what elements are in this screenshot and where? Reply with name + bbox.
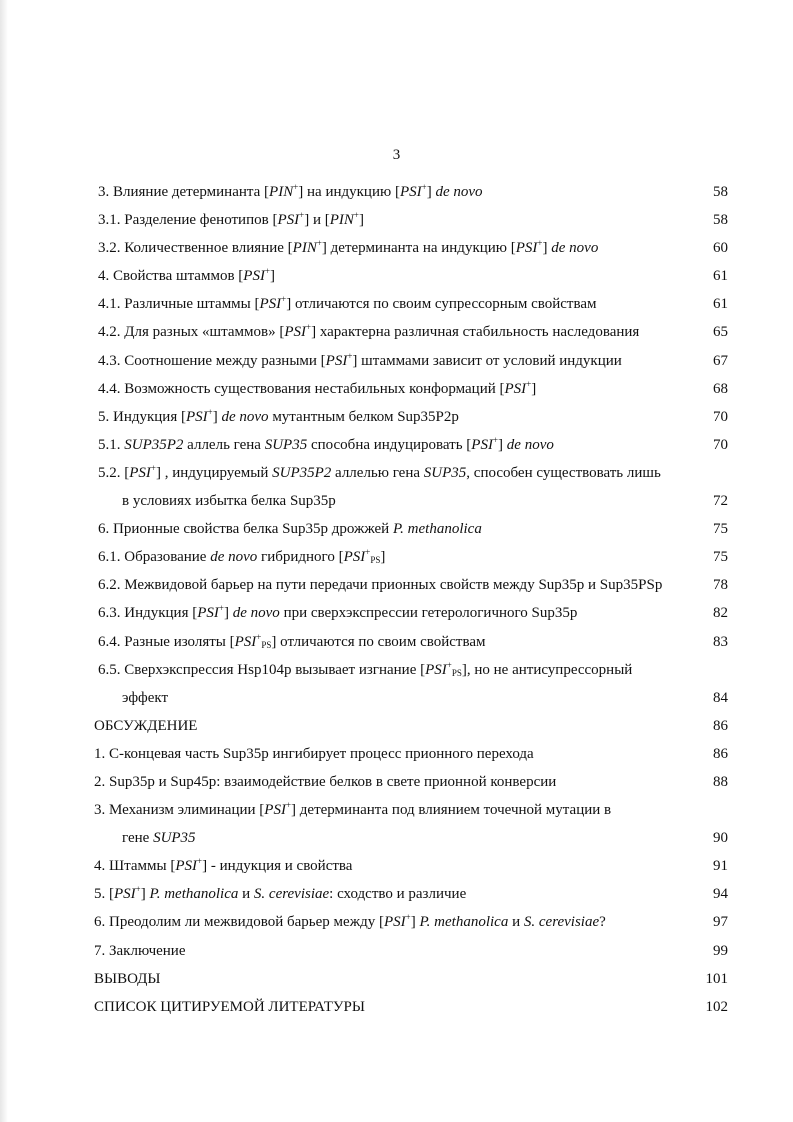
toc-entry-page: 75 bbox=[713, 521, 728, 538]
toc-entry bbox=[0, 290, 793, 318]
toc-entry-page: 86 bbox=[713, 745, 728, 762]
toc-entry-title: 4.1. Различные штаммы [PSI+] отличаются по своим супрессорным свойствам bbox=[98, 294, 597, 313]
toc-entry-title: 3. Влияние детерминанта [PIN+] на индукцию [PSI+] de novo bbox=[98, 182, 483, 200]
toc-entry-title: 4. Штаммы [PSI+] - индукция и свойства bbox=[94, 856, 353, 875]
toc-entry-page: 68 bbox=[713, 380, 728, 397]
toc-entry-page: 82 bbox=[713, 605, 728, 622]
toc-entry bbox=[0, 628, 793, 656]
toc-entry-title: 6.2. Межвидовой барьер на пути передачи прионных свойств между Sup35p и Sup35PSp bbox=[98, 577, 663, 594]
toc-entry bbox=[0, 768, 793, 796]
toc-entry-title: 4.4. Возможность существования нестабильных конформаций [PSI+] bbox=[98, 378, 537, 397]
toc-entry-title: 3. Механизм элиминации [PSI+] детерминанта под влиянием точечной мутации в bbox=[94, 800, 612, 819]
toc-entry bbox=[0, 403, 793, 431]
toc-entry-page: 99 bbox=[713, 942, 728, 959]
toc-entry-title: ОБСУЖДЕНИЕ bbox=[94, 717, 198, 734]
toc-entry-page: 70 bbox=[713, 436, 728, 453]
toc-entry bbox=[0, 347, 793, 375]
toc-entry-title: 6. Прионные свойства белка Sup35p дрожжей P. methanolica bbox=[98, 521, 482, 538]
toc-entry bbox=[0, 571, 793, 599]
toc-entry-page: 94 bbox=[713, 886, 728, 903]
toc-entry bbox=[0, 459, 793, 487]
toc-entry bbox=[0, 880, 793, 908]
toc-entry bbox=[0, 431, 793, 459]
toc-entry-title: 6.3. Индукция [PSI+] de novo при сверхэкспрессии гетерологичного Sup35p bbox=[98, 603, 578, 622]
toc-entry-page: 101 bbox=[705, 970, 728, 987]
toc-entry bbox=[0, 206, 793, 234]
toc-entry bbox=[0, 740, 793, 768]
toc-entry-page: 65 bbox=[713, 324, 728, 341]
toc-entry-page: 60 bbox=[713, 240, 728, 257]
page-number: 3 bbox=[392, 147, 401, 163]
toc-entry bbox=[0, 262, 793, 290]
toc-entry-page: 97 bbox=[713, 914, 728, 931]
toc-entry bbox=[0, 684, 793, 712]
toc-entry-page: 88 bbox=[713, 773, 728, 790]
toc-entry-title: 6.5. Сверхэкспрессия Hsp104p вызывает изгнание $[PSI^+_{PS}]$, но не антисупрессорный bbox=[98, 659, 633, 678]
toc-entry bbox=[0, 487, 793, 515]
toc-entry-page: 91 bbox=[713, 858, 728, 875]
toc-entry-page: 61 bbox=[713, 268, 728, 285]
toc-entry bbox=[0, 993, 793, 1021]
toc-entry-title: 2. Sup35p и Sup45p: взаимодействие белков в свете прионной конверсии bbox=[94, 773, 557, 790]
toc-entry-page: 78 bbox=[713, 577, 728, 594]
table-of-contents bbox=[0, 178, 793, 1021]
toc-entry-title: 6. Преодолим ли межвидовой барьер между [PSI+] P. methanolica и S. cerevisiae? bbox=[94, 912, 606, 931]
toc-entry bbox=[0, 318, 793, 346]
toc-entry-page: 90 bbox=[713, 830, 728, 847]
toc-entry-title: СПИСОК ЦИТИРУЕМОЙ ЛИТЕРАТУРЫ bbox=[94, 998, 365, 1015]
toc-entry-title: эффект bbox=[122, 689, 169, 706]
toc-entry-page: 102 bbox=[705, 998, 728, 1015]
toc-entry-page: 67 bbox=[713, 352, 728, 369]
toc-entry-page: 61 bbox=[713, 296, 728, 313]
toc-entry-title: 6.4. Разные изоляты $[PSI^+_{PS}]$ отличаются по своим свойствам bbox=[98, 631, 486, 650]
toc-entry-title: 3.1. Разделение фенотипов [PSI+] и [PIN+] bbox=[98, 210, 364, 229]
toc-entry bbox=[0, 796, 793, 824]
toc-entry bbox=[0, 515, 793, 543]
toc-entry bbox=[0, 234, 793, 262]
toc-entry-title: 4. Свойства штаммов [PSI+] bbox=[98, 266, 276, 285]
toc-entry-title: 5.1. SUP35P2 аллель гена SUP35 способна индуцировать [PSI+] de novo bbox=[98, 434, 554, 453]
toc-entry-page: 72 bbox=[713, 493, 728, 510]
toc-entry-title: 6.1. Образование de novo гибридного $[PSI^+_{PS}]$ bbox=[98, 547, 386, 566]
toc-entry-page: 84 bbox=[713, 689, 728, 706]
toc-entry-title: в условиях избытка белка Sup35p bbox=[122, 493, 336, 510]
toc-entry bbox=[0, 824, 793, 852]
toc-entry-title: 5. Индукция [PSI+] de novo мутантным белком Sup35P2p bbox=[98, 406, 459, 425]
toc-entry-page: 58 bbox=[713, 184, 728, 200]
toc-entry bbox=[0, 375, 793, 403]
toc-entry-title: 7. Заключение bbox=[94, 942, 186, 959]
toc-entry-title: 4.2. Для разных «штаммов» [PSI+] характерна различная стабильность наследования bbox=[98, 322, 640, 341]
toc-entry-title: 1. С-концевая часть Sup35p ингибирует процесс прионного перехода bbox=[94, 745, 534, 762]
toc-entry-title: 4.3. Соотношение между разными [PSI+] штаммами зависит от условий индукции bbox=[98, 350, 622, 369]
toc-entry-page: 75 bbox=[713, 549, 728, 566]
toc-entry-title: ВЫВОДЫ bbox=[94, 970, 161, 987]
toc-entry bbox=[0, 599, 793, 627]
toc-entry-page: 58 bbox=[713, 212, 728, 229]
toc-entry bbox=[0, 656, 793, 684]
toc-entry bbox=[0, 908, 793, 936]
toc-entry-title: 3.2. Количественное влияние [PIN+] детерминанта на индукцию [PSI+] de novo bbox=[98, 238, 599, 257]
toc-entry-title: гене SUP35 bbox=[122, 830, 196, 847]
toc-entry-page: 83 bbox=[713, 633, 728, 650]
toc-entry bbox=[0, 543, 793, 571]
toc-entry bbox=[0, 178, 793, 206]
toc-entry bbox=[0, 852, 793, 880]
toc-entry-page: 86 bbox=[713, 717, 728, 734]
toc-entry-title: 5. [PSI+] P. methanolica и S. cerevisiae: сходство и различие bbox=[94, 884, 467, 903]
toc-entry-title: 5.2. [PSI+] , индуцируемый SUP35P2 аллелью гена SUP35, способен существовать лишь bbox=[98, 462, 661, 481]
toc-entry bbox=[0, 712, 793, 740]
toc-entry-page: 70 bbox=[713, 408, 728, 425]
toc-entry bbox=[0, 965, 793, 993]
toc-entry bbox=[0, 937, 793, 965]
